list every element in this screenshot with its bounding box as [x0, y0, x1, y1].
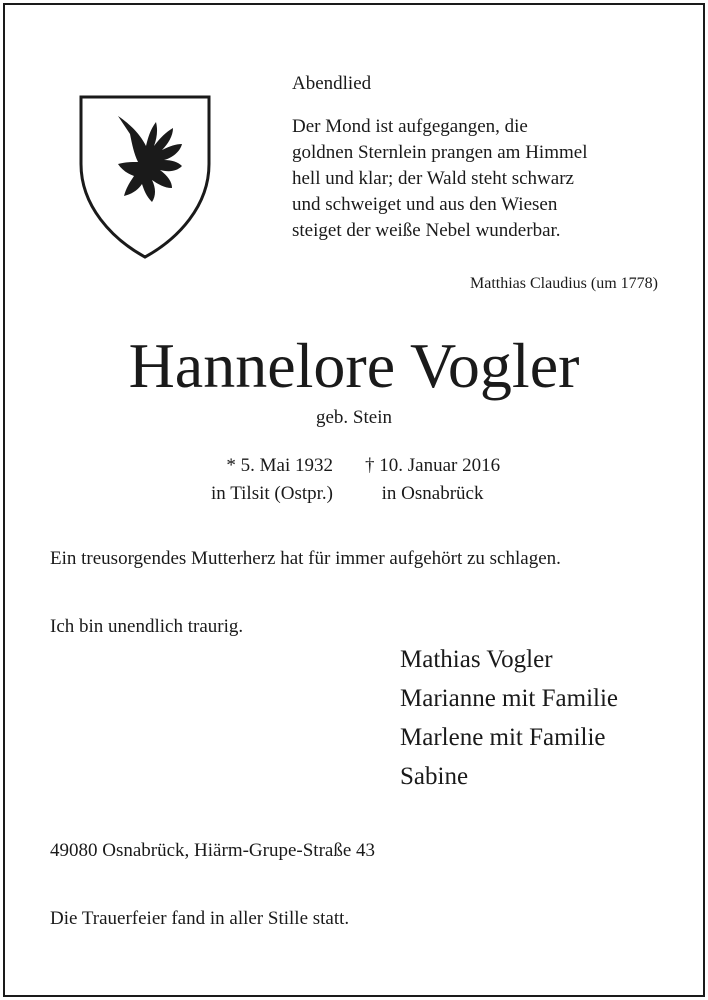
poem-line: und schweiget und aus den Wiesen	[292, 194, 558, 215]
family-signatures	[400, 640, 618, 796]
birth-info	[211, 452, 333, 508]
family-member: Marianne mit Familie	[400, 685, 619, 712]
coat-of-arms-elk-antler-icon	[78, 94, 212, 260]
funeral-note: Die Trauerfeier fand in aller Stille statt.	[50, 908, 350, 929]
sentiment-line: Ich bin unendlich traurig.	[50, 616, 244, 637]
poem-line: goldnen Sternlein prangen am Himmel	[292, 142, 588, 163]
family-member: Marlene mit Familie	[400, 724, 606, 751]
poem-line: Der Mond ist aufgegangen, die	[292, 116, 528, 137]
poem-title: Abendlied	[292, 73, 372, 94]
birth-date: * 5. Mai 1932	[226, 455, 333, 476]
poem-line: hell und klar; der Wald steht schwarz	[292, 168, 574, 189]
death-date: † 10. Januar 2016	[365, 455, 501, 476]
birth-place: in Tilsit (Ostpr.)	[211, 483, 333, 504]
poem-line: steiget der weiße Nebel wunderbar.	[292, 220, 561, 241]
family-member: Sabine	[400, 763, 469, 790]
mourning-message: Ein treusorgendes Mutterherz hat für immer aufgehört zu schlagen.	[50, 548, 561, 569]
poem-body	[292, 114, 587, 244]
family-address: 49080 Osnabrück, Hiärm-Grupe-Straße 43	[50, 840, 376, 861]
maiden-name: geb. Stein	[316, 407, 392, 428]
poem-author: Matthias Claudius (um 1778)	[470, 275, 658, 292]
deceased-name: Hannelore Vogler	[128, 330, 580, 401]
family-member: Mathias Vogler	[400, 646, 553, 673]
death-place: in Osnabrück	[381, 483, 484, 504]
death-info	[365, 452, 500, 508]
